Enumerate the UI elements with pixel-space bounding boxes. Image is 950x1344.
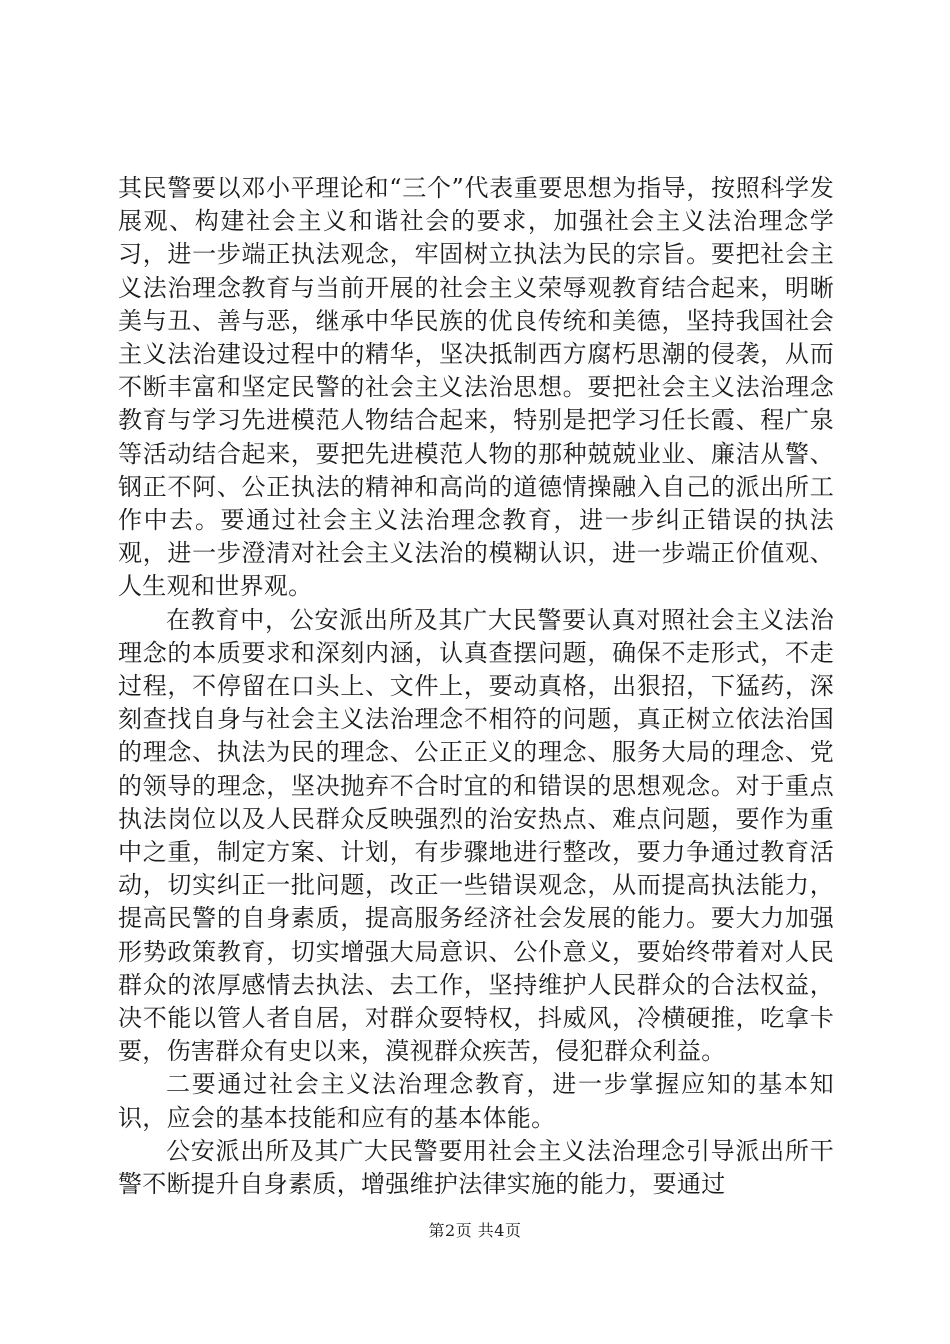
page-footer: 第2页 共4页 (428, 1221, 522, 1240)
paragraph-continuation: 其民警要以邓小平理论和“三个”代表重要思想为指导，按照科学发展观、构建社会主义和谐社会的要求，加强社会主义法治理念学习，进一步端正执法观念，牢固树立执法为民的宗旨。要把社会主义法治理念教育与当前开展的社会主义荣辱观教育结合起来，明晰美与丑、善与恶，继承中华民族的优良传统和美德，坚持我国社会主义法治建设过程中的精华，坚决抵制西方腐朽思潮的侵袭，从而不断丰富和坚定民警的社会主义法治思想。要把社会主义法治理念教育与学习先进模范人物结合起来，特别是把学习任长霞、程广泉等活动结合起来，要把先进模范人物的那种兢兢业业、廉洁从警、钢正不阿、公正执法的精神和高尚的道德情操融入自己的派出所工作中去。要通过社会主义法治理念教育，进一步纠正错误的执法观，进一步澄清对社会主义法治的模糊认识，进一步端正价值观、人生观和世界观。 (118, 174, 834, 601)
paragraph-section-heading: 二要通过社会主义法治理念教育，进一步掌握应知的基本知识，应会的基本技能和应有的基本体能。 (118, 1070, 834, 1132)
paragraph-final: 公安派出所及其广大民警要用社会主义法治理念引导派出所干警不断提升自身素质，增强维护法律实施的能力，要通过 (118, 1136, 834, 1199)
document-body (118, 172, 834, 1201)
paragraph-education: 在教育中，公安派出所及其广大民警要认真对照社会主义法治理念的本质要求和深刻内涵，认真查摆问题，确保不走形式，不走过程，不停留在口头上、文件上，要动真格，出狠招，下猛药，深刻查找自身与社会主义法治理念不相符的问题，真正树立依法治国的理念、执法为民的理念、公正正义的理念、服务大局的理念、党的领导的理念，坚决抛弃不合时宜的和错误的思想观念。对于重点执法岗位以及人民群众反映强烈的治安热点、难点问题，要作为重中之重，制定方案、计划，有步骤地进行整改，要力争通过教育活动，切实纠正一批问题，改正一些错误观念，从而提高执法能力，提高民警的自身素质，提高服务经济社会发展的能力。要大力加强形势政策教育，切实增强大局意识、公仆意义，要始终带着对人民群众的浓厚感情去执法、去工作，坚持维护人民群众的合法权益，决不能以管人者自居，对群众耍特权，抖威风，冷横硬推，吃拿卡要，伤害群众有史以来，漠视群众疾苦，侵犯群众利益。 (118, 605, 834, 1066)
